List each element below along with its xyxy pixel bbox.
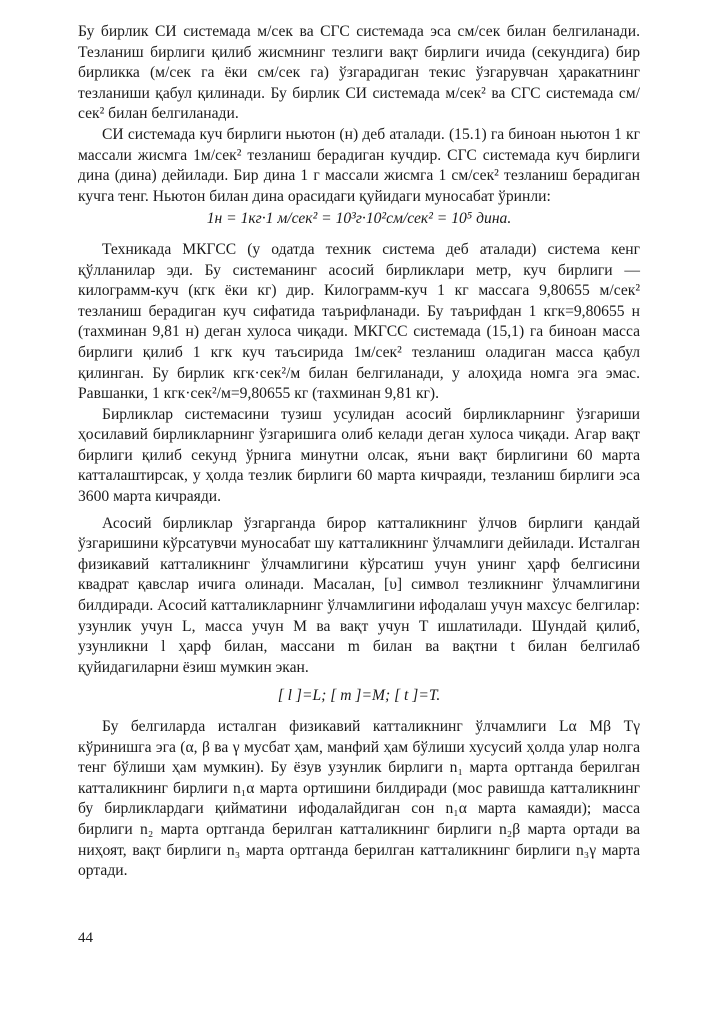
paragraph-mkgss-system: Техникада МКГСС (у одатда техник система деб аталади) система кенг қўлланилар эди. Бу системанинг асосий бирликлари метр, куч бирлиги — килограмм-куч (кгк ёки кг) дир. Килограмм-куч 1 кг массага 9,80655 м/сек² тезланиш берадиган куч сифатида таърифланади. Бу таърифдан 1 кгк=9,80655 н (тахминан 9,81 н) деган хулоса чиқади. МКГСС системада (15,1) га биноан масса бирлиги қилиб 1 кгк куч таъсирида 1м/сек² тезланиш оладиган масса қабул қилинган. Бу бирлик кгк·сек²/м билан белгиланади, у алоҳида номга эга эмас. Равшанки, 1 кгк·сек²/м=9,80655 кг (тахминан 9,81 кг). — [78, 240, 640, 403]
formula-newton-dyne: 1н = 1кг·1 м/сек² = 10³г·10²см/сек² = 10⁵ дина. — [206, 210, 512, 228]
paragraph-newton-definition: СИ системада куч бирлиги ньютон (н) деб аталади. (15.1) га биноан ньютон 1 кг массали жисмга 1м/сек² тезланиш берадиган кучдир. СГС системада куч бирлиги дина (дина) дейилади. Бир дина 1 г массали жисмга 1 см/сек² тезланиш берадиган кучга тенг. Ньютон билан дина орасидаги қуйидаги муносабат ўринли: — [78, 125, 640, 205]
page-body — [78, 22, 640, 882]
paragraph-dimension-exponents: Бу белгиларда исталган физикавий катталикнинг ўлчамлиги Lα Mβ Tγ кўринишга эга (α, β ва γ мусбат ҳам, манфий ҳам бўлиши хусусий ҳолда улар нолга тенг бўлиши ҳам мумкин). Бу ёзув узунлик бирлиги n₁ марта ортганда берилган катталикнинг бирлиги n₁α марта ортишини билдиради (мос равишда катталикнинг бу бирликлардаги қийматини ифодалайдиган сон n₁α марта камаяди); масса бирлиги n₂ марта ортганда берилган катталикнинг бирлиги n₂β марта ортади ва ниҳоят, вақт бирлиги n₃ марта ортганда берилган катталикнинг бирлиги n₃γ марта ортади. — [78, 718, 640, 880]
paragraph-dimensions: Асосий бирликлар ўзгарганда бирор катталикнинг ўлчов бирлиги қандай ўзгаришини кўрсатувчи муносабат шу катталикнинг ўлчамлиги дейилади. Исталган физикавий катталикнинг ўлчамлигини кўрсатиш учун унинг ҳарф белгисини квадрат қавслар ичига олинади. Масалан, [υ] символ тезликнинг ўлчамлигини билдиради. Асосий катталикларнинг ўлчамлигини ифодалаш учун махсус белгилар: узунлик учун L, масса учун M ва вақт учун T ишлатилади. Шундай қилиб, узунликни l ҳарф билан, массани m билан ва вақтни t билан белгилаб қуйидагиларни ёзиш мумкин экан. — [78, 514, 640, 676]
page-number: 44 — [78, 930, 93, 946]
paragraph-si-units: Бу бирлик СИ системада м/сек ва СГС системада эса см/сек билан белгиланади. Тезланиш бирлиги қилиб жисмнинг тезлиги вақт бирлиги ичида (секундига) бир бирликка (м/сек га ёки см/сек га) ўзгарадиган текис ўзгарувчан ҳаракатнинг тезланиши қабул қилинади. Бу бирлик СИ системада м/сек² ва СГС системада см/сек² билан белгиланади. — [78, 23, 640, 123]
formula-dimensions: [ l ]=L; [ m ]=M; [ t ]=T. — [277, 687, 441, 705]
paragraph-unit-change: Бирликлар системасини тузиш усулидан асосий бирликларнинг ўзгариши ҳосилавий бирликларнинг ўзгаришига олиб келади деган хулоса чиқади. Агар вақт бирлиги қилиб секунд ўрнига минутни олсак, яъни вақт бирлигини 60 марта катталаштирсак, у ҳолда тезлик бирлиги 60 марта кичраяди, тезланиш бирлиги эса 3600 марта кичраяди. — [78, 405, 640, 506]
